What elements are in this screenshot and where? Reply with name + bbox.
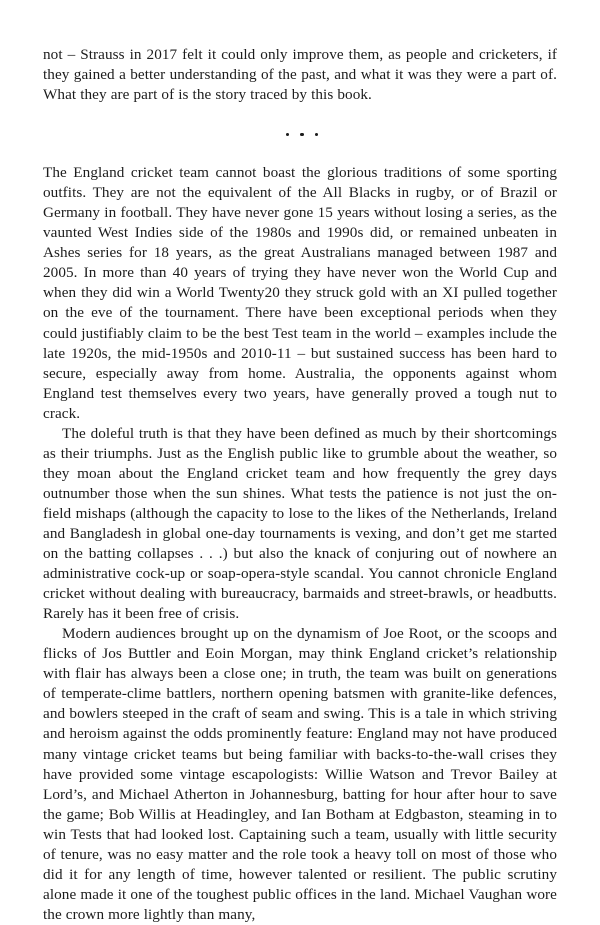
paragraph-2: The England cricket team cannot boast the glorious traditions of some sporting outfits. They are not the equivalent of the All Blacks in rugby, or of Brazil or Germany in football. They have never gone 15 years without losing a series, as the vaunted West Indies side of the 1980s and 1990s did, or remained unbeaten in Ashes series for 18 years, as the great Australians managed between 1987 and 2005. In more than 40 years of trying they have never won the World Cup and when they did win a World Twenty20 they struck gold with an XI pulled together on the eve of the tournament. There have been exceptional periods when they could justifiably claim to be the best Test team in the world – examples include the late 1920s, the mid-1950s and 2010-11 – but sustained success has been hard to secure, especially away from home. Australia, the opponents against whom England test themselves every two years, have generally proved a tough nut to crack.	[43, 164, 557, 422]
paragraph-4: Modern audiences brought up on the dynamism of Joe Root, or the scoops and flicks of Jos Buttler and Eoin Morgan, may think England cricket’s relationship with flair has always been a close one; in truth, the team was built on generations of temperate-clime battlers, northern opening batsmen with granite-like defences, and bowlers steeped in the craft of seam and swing. This is a tale in which striving and heroism against the odds prominently feature: England may not have produced many vintage cricket teams but being familiar with backs-to-the-wall crises they have provided some vintage escapologists: Willie Watson and Trevor Bailey at Lord’s, and Michael Atherton in Johannesburg, batting for hour after hour to save the game; Bob Willis at Headingley, and Ian Botham at Edgbaston, steaming in to win Tests that had looked lost. Captaining such a team, usually with little security of tenure, was no easy matter and the role took a heavy toll on most of those who did it for any length of time, however talented or resilient. The public scrutiny alone made it one of the toughest public offices in the land. Michael Vaughan wore the crown more lightly than many,	[43, 625, 557, 923]
separator-dot-2	[300, 133, 303, 136]
separator-dot-1	[286, 133, 289, 136]
separator-dot-3	[315, 133, 318, 136]
text-column	[43, 45, 557, 925]
three-dot-separator	[282, 133, 318, 136]
paragraph-3: The doleful truth is that they have been defined as much by their shortcomings as their triumphs. Just as the English public like to grumble about the weather, so they moan about the England cricket team and how frequently the grey days outnumber those when the sun shines. What tests the patience is not just the on-field mishaps (although the capacity to lose to the likes of the Netherlands, Ireland and Bangladesh in global one-day tournaments is vexing, and don’t get me started on the batting collapses . . .) but also the knack of conjuring out of nowhere an administrative cock-up or soap-opera-style scandal. You cannot chronicle England cricket without dealing with bureaucracy, barmaids and street-brawls, or headbutts. Rarely has it been free of crisis.	[43, 424, 557, 623]
paragraph-1: not – Strauss in 2017 felt it could only improve them, as people and cricketers, if they gained a better understanding of the past, and what it was they were a part of. What they are part of is the story traced by this book.	[43, 46, 557, 104]
section-break	[43, 105, 557, 163]
